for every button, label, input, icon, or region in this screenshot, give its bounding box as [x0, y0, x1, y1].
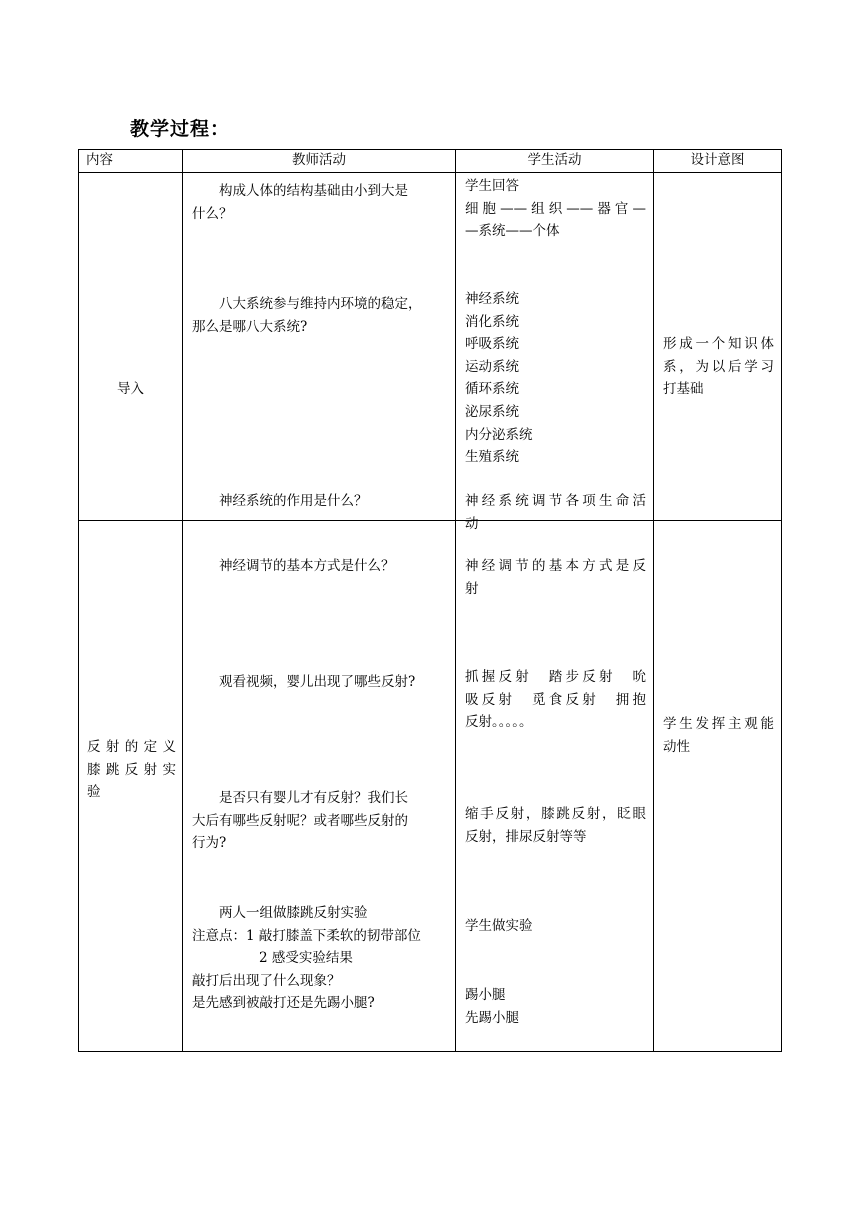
col-header-student: 学生活动: [456, 150, 654, 173]
experiment-instructions: 两人一组做膝跳反射实验 注意点：1 敲打膝盖下柔软的韧带部位 2 感受实验结果 敲打后出现了什么现象？ 是先感到被敲打还是先踢小腿?: [192, 905, 421, 1012]
list-item: 神经系统: [465, 291, 519, 307]
section-heading: 教学过程：: [130, 118, 231, 140]
list-item: 消化系统: [465, 313, 519, 330]
student-answer: 学生做实验: [465, 918, 533, 934]
list-item: 泌尿系统: [465, 403, 519, 420]
student-answer: 神经调节的基本方式是反 射: [465, 558, 646, 597]
student-answer: 神经系统调节各项生命活 动: [465, 493, 646, 532]
teacher-cell: [183, 173, 456, 521]
header-row: [79, 150, 782, 173]
table-row: [79, 173, 782, 521]
teacher-question: 八大系统参与维持内环境的稳定， 那么是哪八大系统?: [192, 296, 422, 335]
col-header-content: 内容: [79, 150, 183, 173]
student-cell: [456, 521, 654, 1052]
teacher-question: 神经系统的作用是什么？: [219, 493, 368, 509]
list-item: 运动系统: [465, 358, 519, 375]
student-answer: 缩手反射，膝跳反射，眨眼 反射，排尿反射等等: [465, 806, 646, 845]
intent-cell: [654, 173, 782, 521]
teacher-question: 构成人体的结构基础由小到大是 什么？: [192, 183, 408, 222]
content-cell: [79, 173, 183, 521]
teacher-question: 神经调节的基本方式是什么？: [219, 558, 395, 574]
col-header-intent: 设计意图: [654, 150, 782, 173]
student-answer: 学生回答 细胞——组织——器官— —系统——个体: [465, 178, 646, 240]
intent-text: 形成一个知识体 系，为以后学习 打基础: [663, 336, 774, 398]
col-header-teacher: 教师活动: [183, 150, 456, 173]
systems-list: [465, 288, 646, 469]
student-answer: 踢小腿 先踢小腿: [465, 987, 519, 1026]
list-item: 循环系统: [465, 381, 519, 398]
student-cell: [456, 173, 654, 532]
intent-cell: [654, 521, 782, 1052]
teaching-process-table: [78, 149, 782, 1052]
list-item: 生殖系统: [465, 449, 519, 466]
content-label: 导入: [117, 381, 144, 397]
student-answer: 抓握反射 踏步反射 吮 吸反射 觅食反射 拥抱 反射。。。。。: [465, 669, 646, 731]
teacher-cell: [183, 521, 456, 1052]
teacher-question: 观看视频，婴儿出现了哪些反射?: [219, 674, 416, 690]
content-cell: [79, 521, 183, 1052]
list-item: 呼吸系统: [465, 336, 519, 353]
content-label: 反射的定义 膝跳反射实 验: [87, 739, 176, 801]
table-row: [79, 521, 782, 1052]
list-item: 内分泌系统: [465, 426, 533, 443]
teacher-question: 是否只有婴儿才有反射？我们长 大后有哪些反射呢？或者哪些反射的 行为?: [192, 790, 408, 852]
intent-text: 学生发挥主观能 动性: [663, 716, 774, 755]
